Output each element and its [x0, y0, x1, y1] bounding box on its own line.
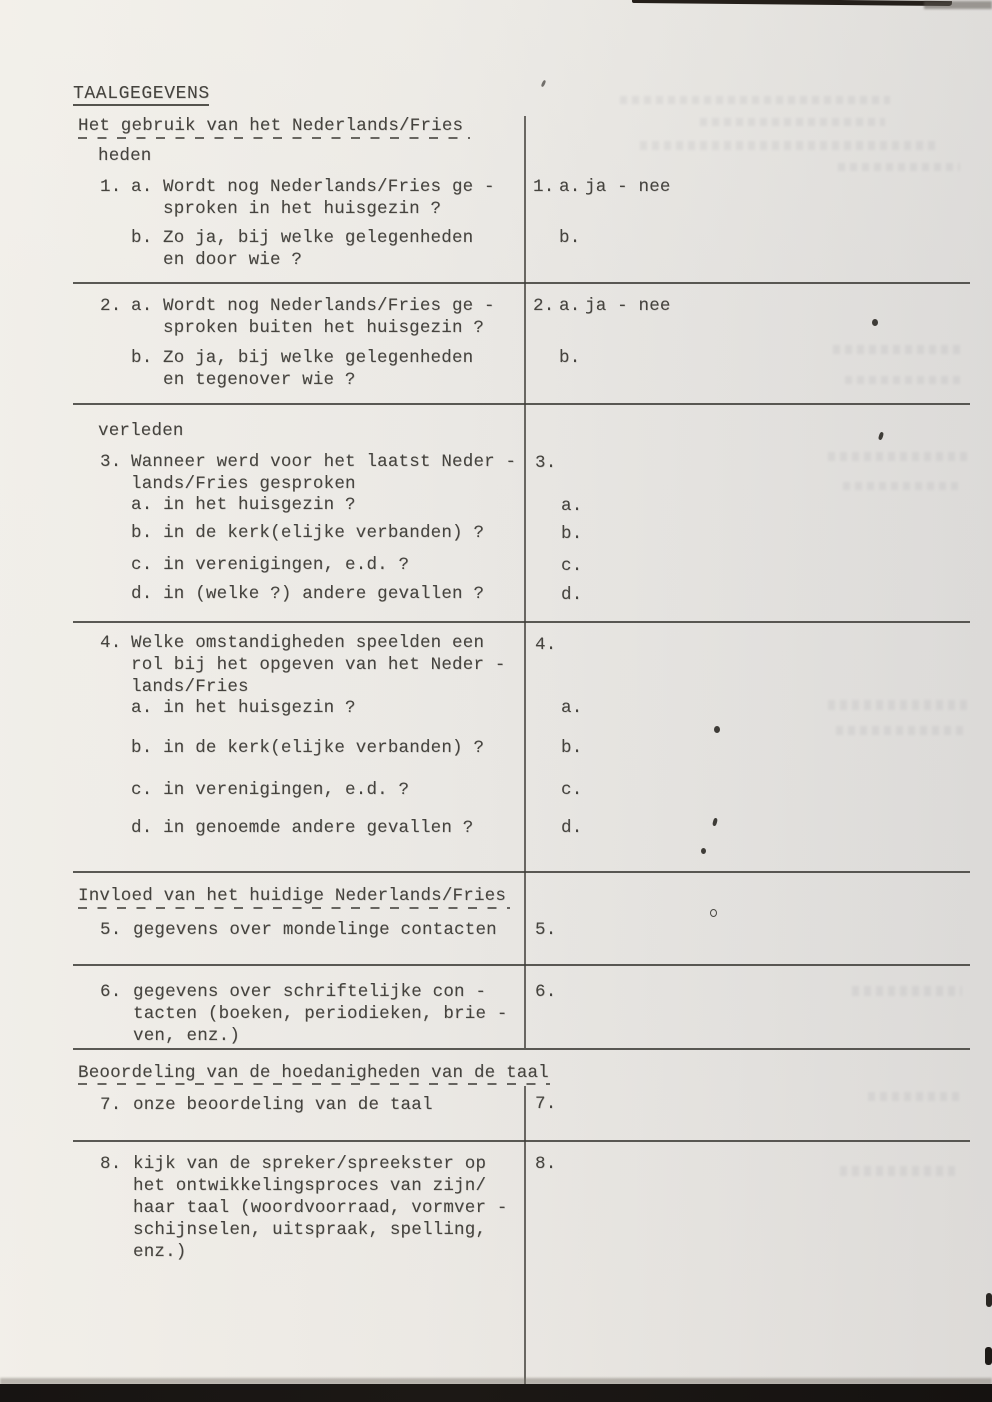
question-3-number: 3. [100, 452, 122, 472]
answer-2-number: 2. [533, 296, 555, 316]
section-divider-rule [73, 1048, 970, 1050]
section-heading-usage: Het gebruik van het Nederlands/Fries [78, 116, 464, 136]
bleedthrough-ghost [640, 141, 940, 150]
question-1a-label: a. [131, 177, 153, 197]
subheading-past: verleden [98, 421, 184, 441]
bleedthrough-ghost [852, 986, 962, 996]
bleedthrough-ghost [833, 345, 963, 354]
question-6-number: 6. [100, 982, 122, 1002]
question-1-number: 1. [100, 177, 122, 197]
answer-7-number: 7. [535, 1094, 557, 1114]
question-4-line2: rol bij het opgeven van het Neder - [131, 655, 506, 675]
photo-bottom-band [0, 1384, 992, 1402]
answer-4a-label: a. [561, 698, 583, 718]
section-heading-assessment-underline [78, 1083, 550, 1085]
question-3d: d. in (welke ?) andere gevallen ? [131, 584, 485, 604]
ink-speck [878, 432, 884, 441]
question-7-line1: onze beoordeling van de taal [133, 1095, 433, 1115]
question-8-line2: het ontwikkelingsproces van zijn/ [133, 1176, 487, 1196]
question-8-line3: haar taal (woordvoorraad, vormver - [133, 1198, 508, 1218]
question-1a-line1: Wordt nog Nederlands/Fries ge - [163, 177, 495, 197]
answer-2b-label: b. [559, 348, 581, 368]
question-1b-line1: Zo ja, bij welke gelegenheden [163, 228, 474, 248]
answer-4b-label: b. [561, 738, 583, 758]
section-heading-usage-underline [78, 137, 470, 139]
ink-speck [872, 319, 878, 326]
bleedthrough-ghost [700, 118, 885, 126]
ink-speck [712, 818, 718, 827]
question-4c: c. in verenigingen, e.d. ? [131, 780, 410, 800]
question-4-line3: lands/Fries [131, 677, 249, 697]
answer-4-number: 4. [535, 635, 557, 655]
question-3-line1: Wanneer werd voor het laatst Neder - [131, 452, 517, 472]
question-2a-label: a. [131, 296, 153, 316]
question-2-number: 2. [100, 296, 122, 316]
section-divider-rule [73, 964, 970, 966]
question-1a-line2: sproken in het huisgezin ? [163, 199, 442, 219]
question-4-number: 4. [100, 633, 122, 653]
ink-speck [701, 848, 706, 854]
page-edge-mark [985, 1347, 992, 1365]
page-edge-mark [986, 1293, 992, 1307]
answer-3-number: 3. [535, 453, 557, 473]
question-2b-label: b. [131, 348, 153, 368]
question-4-line1: Welke omstandigheden speelden een [131, 633, 485, 653]
answer-1-number: 1. [533, 177, 555, 197]
answer-2a-label: a. [559, 296, 581, 316]
bleedthrough-ghost [838, 163, 960, 171]
section-heading-influence-underline [78, 907, 510, 909]
bleedthrough-ghost [828, 700, 968, 710]
photo-top-edge [632, 0, 952, 6]
question-2a-line2: sproken buiten het huisgezin ? [163, 318, 485, 338]
section-divider-rule [73, 621, 970, 623]
answer-8-number: 8. [535, 1154, 557, 1174]
question-8-line1: kijk van de spreker/spreekster op [133, 1154, 487, 1174]
column-divider-line [524, 116, 526, 1048]
page-title: TAALGEGEVENS [73, 84, 210, 104]
answer-1a-label: a. [559, 177, 581, 197]
question-2b-line2: en tegenover wie ? [163, 370, 356, 390]
answer-3b-label: b. [561, 524, 583, 544]
question-6-line1: gegevens over schriftelijke con - [133, 982, 487, 1002]
question-6-line3: ven, enz.) [133, 1026, 241, 1046]
ink-speck [714, 726, 720, 733]
bleedthrough-ghost [620, 96, 890, 104]
question-5-line1: gegevens over mondelinge contacten [133, 920, 497, 940]
ink-speck [541, 80, 547, 88]
question-3a: a. in het huisgezin ? [131, 495, 356, 515]
section-divider-rule [73, 403, 970, 405]
bleedthrough-ghost [840, 1166, 960, 1176]
question-1b-label: b. [131, 228, 153, 248]
question-7-number: 7. [100, 1095, 122, 1115]
question-5-number: 5. [100, 920, 122, 940]
bleedthrough-ghost [843, 482, 963, 490]
question-6-line2: tacten (boeken, periodieken, brie - [133, 1004, 508, 1024]
answer-3d-label: d. [561, 585, 583, 605]
answer-3c-label: c. [561, 556, 583, 576]
answer-4d-label: d. [561, 818, 583, 838]
answer-2a-value: ja - nee [585, 296, 671, 316]
question-2a-line1: Wordt nog Nederlands/Fries ge - [163, 296, 495, 316]
answer-4c-label: c. [561, 780, 583, 800]
bleedthrough-ghost [836, 726, 964, 735]
bleedthrough-ghost [828, 452, 968, 461]
section-heading-influence: Invloed van het huidige Nederlands/Fries [78, 886, 507, 906]
question-8-number: 8. [100, 1154, 122, 1174]
ink-speck [710, 909, 717, 917]
section-divider-rule [73, 1140, 970, 1142]
question-3b: b. in de kerk(elijke verbanden) ? [131, 523, 485, 543]
bleedthrough-ghost [845, 376, 960, 384]
answer-3a-label: a. [561, 496, 583, 516]
question-3-line2: lands/Fries gesproken [131, 474, 356, 494]
question-4d: d. in genoemde andere gevallen ? [131, 818, 474, 838]
question-3c: c. in verenigingen, e.d. ? [131, 555, 410, 575]
answer-1a-value: ja - nee [585, 177, 671, 197]
answer-6-number: 6. [535, 982, 557, 1002]
section-divider-rule [73, 282, 970, 284]
answer-5-number: 5. [535, 920, 557, 940]
subheading-present: heden [98, 146, 152, 166]
question-8-line4: schijnselen, uitspraak, spelling, [133, 1220, 487, 1240]
photo-top-edge-smudge [924, 1, 992, 9]
question-8-line5: enz.) [133, 1242, 187, 1262]
question-1b-line2: en door wie ? [163, 250, 303, 270]
bleedthrough-ghost [868, 1092, 960, 1101]
question-2b-line1: Zo ja, bij welke gelegenheden [163, 348, 474, 368]
column-divider-line [524, 1086, 526, 1384]
page-title-underline [73, 104, 209, 106]
question-4a: a. in het huisgezin ? [131, 698, 356, 718]
answer-1b-label: b. [559, 228, 581, 248]
question-4b: b. in de kerk(elijke verbanden) ? [131, 738, 485, 758]
section-divider-rule [73, 871, 970, 873]
section-heading-assessment: Beoordeling van de hoedanigheden van de taal [78, 1063, 549, 1083]
